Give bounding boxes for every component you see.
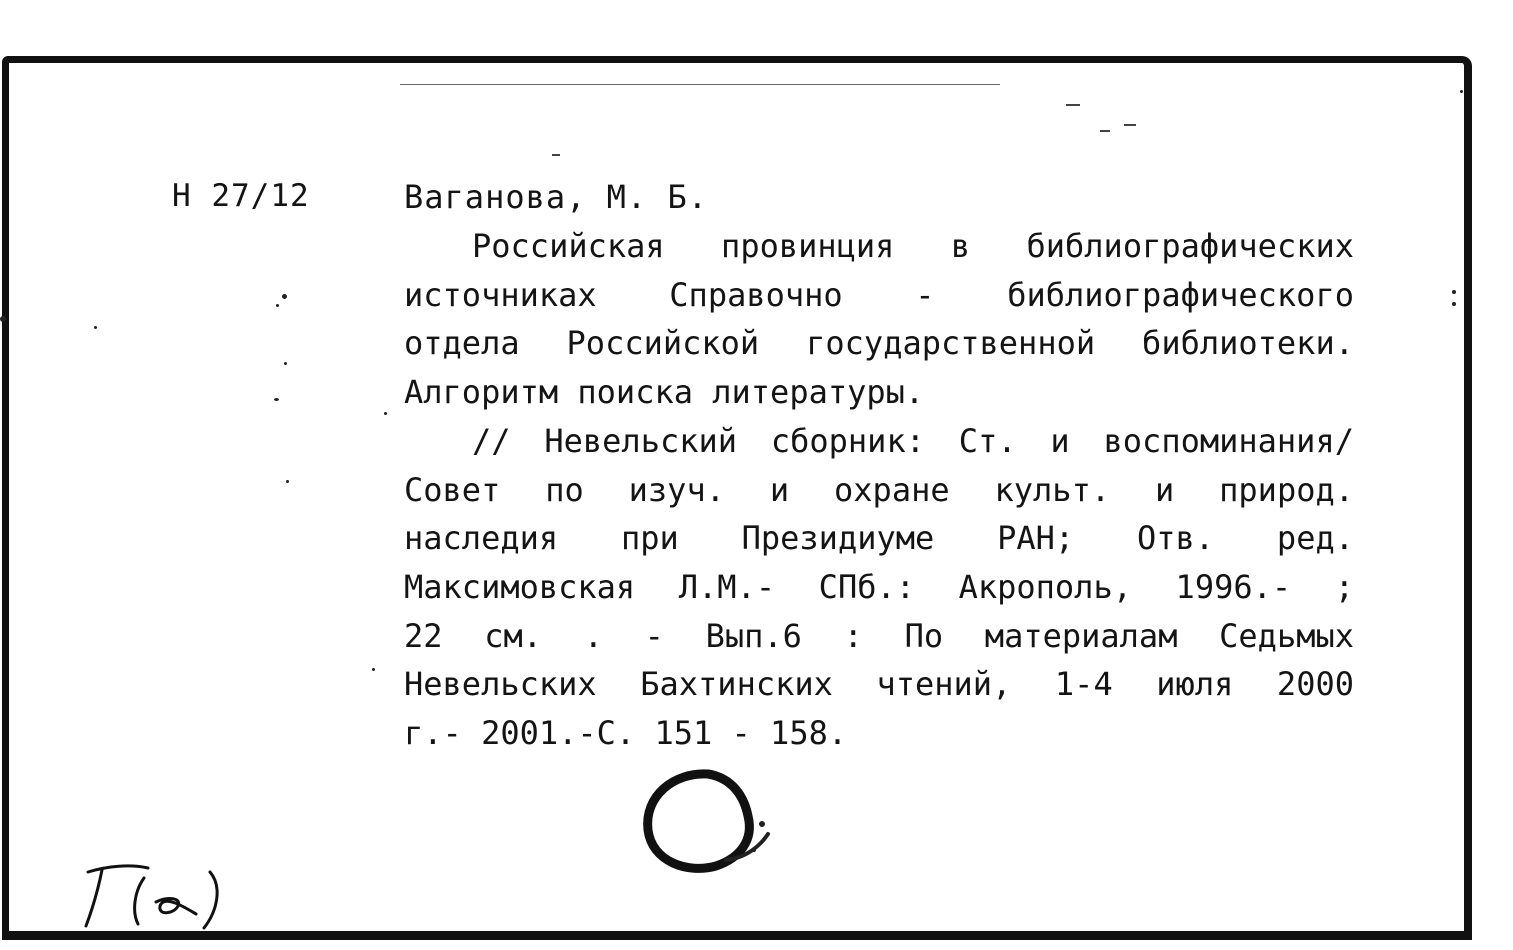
word: в [950,227,971,265]
word: 2000 [1276,665,1354,704]
scan-mark [274,398,279,401]
title-line [404,222,1354,271]
word: - [915,275,935,314]
word: охране [834,470,950,509]
bibliographic-description [404,222,1354,758]
word: библиографического [1007,275,1354,314]
source-line [404,514,1354,563]
word: ред. [1276,519,1354,558]
word: Российской [566,324,760,363]
word: источниках [404,275,597,314]
word: Седьмых [1219,616,1354,655]
scan-mark [0,316,6,322]
word: Невельский [544,421,738,460]
word: и [1154,470,1175,509]
source-line [404,417,1354,466]
word: Акрополь, [958,567,1132,606]
scan-mark [384,412,387,415]
scan-mark [1460,90,1463,93]
scan-mark [1452,290,1456,294]
scan-mark [1124,124,1136,126]
word: изуч. [628,470,725,509]
word: по [545,470,584,509]
scan-mark [1066,104,1080,106]
word: провинция [721,227,895,265]
word: 22 [404,616,443,655]
author-heading: Ваганова, М. Б. [404,178,708,216]
word: Ст. [958,421,1017,460]
source-line [404,563,1354,612]
word: при [620,519,679,558]
word: отдела [404,324,520,363]
word: чтений, [876,665,1012,704]
word: воспоминания/ [1103,421,1354,460]
word: Л.М.- [678,567,776,606]
scan-mark [276,304,279,307]
word: 1-4 [1054,665,1113,704]
word: Максимовская [404,567,636,606]
word: . [583,616,603,655]
source-line [404,660,1354,709]
scan-mark [282,294,287,299]
ink-stamp-circle [636,766,786,901]
word: июля [1156,665,1234,704]
word: Бахтинских [640,665,833,704]
word: СПб.: [818,567,915,606]
word: см. [484,616,543,655]
word: сборник: [770,421,925,460]
word: Отв. [1137,519,1215,558]
title-line [404,319,1354,368]
word: Российская [472,227,665,265]
word: материалам [984,616,1178,655]
scan-mark [284,362,287,365]
word: По [904,616,944,655]
word: РАН; [997,519,1075,558]
word: библиотеки. [1142,324,1354,363]
word: Совет [404,470,501,509]
word: культ. [994,470,1111,509]
scan-mark [1452,302,1456,306]
word: // [472,421,511,460]
scan-mark [400,84,1000,85]
title-line [404,271,1354,320]
word: : [843,616,863,655]
word: библиографических [1026,227,1354,265]
word: - [644,616,664,655]
word: и [1050,421,1070,460]
word: природ. [1219,470,1354,509]
scan-mark [94,326,97,329]
word: государственной [806,324,1096,363]
word: ; [1334,567,1354,606]
word: Вып.6 [705,616,802,655]
scan-mark [286,480,289,483]
word: Президиуме [741,519,935,558]
scan-mark [1100,130,1110,132]
scan-mark [372,668,375,671]
source-line [404,466,1354,515]
title-line: Алгоритм поиска литературы. [404,373,925,412]
handwritten-mark [78,858,238,943]
source-line [404,612,1354,661]
word: 1996.- [1175,567,1292,606]
source-line: г.- 2001.-С. 151 - 158. [404,714,848,753]
word: Невельских [404,665,597,704]
word: наследия [404,519,559,558]
word: Справочно [669,275,843,314]
scan-mark [552,154,560,156]
word: и [769,470,790,509]
shelf-mark: Н 27/12 [172,178,310,214]
